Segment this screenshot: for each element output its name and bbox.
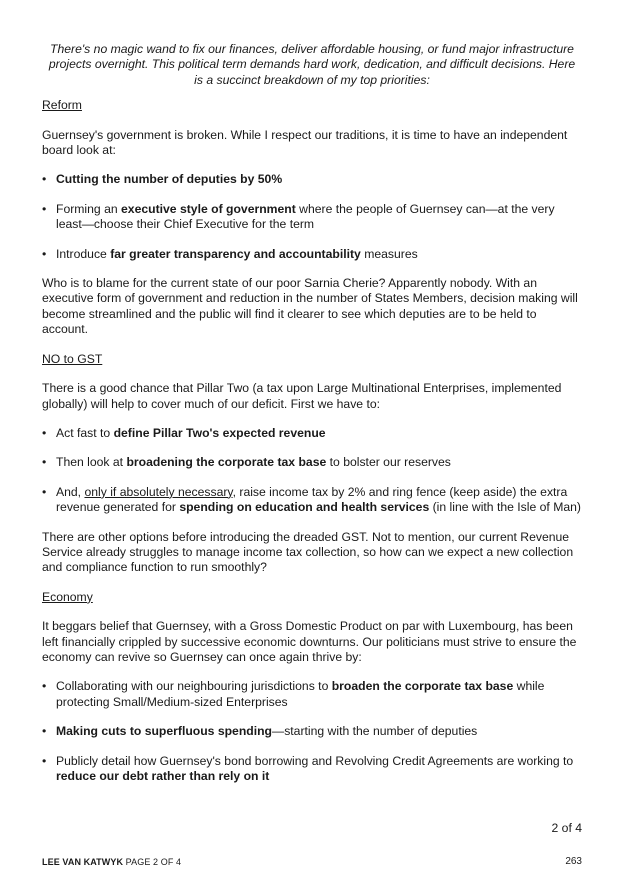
intro-paragraph: There's no magic wand to fix our finances, deliver affordable housing, or fund major infrastructure projects overnight. This political term demands hard work, dedication, and difficult decisions. Here is a succinct breakdown of my top priorities: xyxy=(48,42,576,87)
economy-bullet-3 xyxy=(42,754,582,785)
reform-bullet-list xyxy=(42,172,582,262)
section-heading-reform: Reform xyxy=(42,98,82,113)
gst-bullet-1 xyxy=(42,426,582,441)
text: , raise income tax by 2% and ring fence (keep aside) the extra revenue generated for xyxy=(56,484,568,515)
footer-right-number: 263 xyxy=(565,856,582,867)
text: Introduce xyxy=(56,246,111,261)
gst-bullet-2 xyxy=(42,455,582,470)
bold-text: spending on education and health services xyxy=(179,500,430,515)
bold-text: far greater transparency and accountability xyxy=(110,246,361,261)
bold-text: executive style of government xyxy=(121,201,296,216)
economy-bullet-list xyxy=(42,679,582,784)
reform-paragraph-1: Guernsey's government is broken. While I respect our traditions, it is time to have an independent board look at: xyxy=(42,127,568,158)
reform-paragraph-2: Who is to blame for the current state of our poor Sarnia Cherie? Apparently nobody. With an executive form of government and reduction in the number of States Members, decision making will become streamlined and the public will find it clearer to see which deputies are to be held to account. xyxy=(42,276,578,337)
text: where the people of Guernsey can—at the very least—choose their Chief Executive for the term xyxy=(56,201,555,232)
text: And, xyxy=(56,484,85,499)
bold-text: reduce our debt rather than rely on it xyxy=(56,769,270,783)
section-heading-gst: NO to GST xyxy=(42,351,103,366)
footer-page-label: PAGE 2 OF 4 xyxy=(123,857,182,867)
gst-bullet-3 xyxy=(42,485,582,516)
economy-paragraph-1: It beggars belief that Guernsey, with a Gross Domestic Product on par with Luxembourg, has been left financially crippled by successive economic downturns. Our politicians must strive to ensure the economy can revive so Guernsey can once again thrive by: xyxy=(42,619,577,664)
section-heading-economy: Economy xyxy=(42,589,93,604)
text: Forming an xyxy=(56,201,122,216)
economy-bullet-1 xyxy=(42,679,582,710)
text: —starting with the number of deputies xyxy=(272,724,478,739)
bold-text: Making cuts to superfluous spending xyxy=(56,724,273,739)
bold-text: broadening the corporate tax base xyxy=(126,455,327,470)
text: Collaborating with our neighbouring jurisdictions to xyxy=(56,679,332,694)
reform-bullet-1 xyxy=(42,172,582,187)
underlined-text: only if absolutely necessary xyxy=(84,484,233,499)
reform-bullet-3 xyxy=(42,247,582,262)
text: (in line with the Isle of Man) xyxy=(429,500,581,515)
bold-text: define Pillar Two's expected revenue xyxy=(113,425,326,440)
text: Then look at xyxy=(56,455,127,470)
document-page xyxy=(42,42,582,798)
footer-author: LEE VAN KATWYK xyxy=(42,857,124,867)
gst-bullet-list xyxy=(42,426,582,516)
gst-paragraph-2: There are other options before introducing the dreaded GST. Not to mention, our current Revenue Service already struggles to manage income tax collection, so how can we expect a new collection and compliance function to run smoothly? xyxy=(42,529,574,575)
text: to bolster our reserves xyxy=(326,455,451,470)
page-number: 2 of 4 xyxy=(551,821,582,835)
economy-bullet-2 xyxy=(42,724,582,739)
bold-text: broaden the corporate tax base xyxy=(331,679,514,694)
text: Act fast to xyxy=(56,425,114,440)
footer-left xyxy=(42,857,181,867)
bold-text: Cutting the number of deputies by 50% xyxy=(56,172,283,187)
text: while protecting Small/Medium-sized Enterprises xyxy=(56,679,545,709)
reform-bullet-2 xyxy=(42,202,582,233)
text: measures xyxy=(360,246,418,261)
gst-paragraph-1: There is a good chance that Pillar Two (a tax upon Large Multinational Enterprises, implemented globally) will help to cover much of our deficit. First we have to: xyxy=(42,381,562,411)
text: Publicly detail how Guernsey's bond borrowing and Revolving Credit Agreements are working to xyxy=(56,753,574,768)
